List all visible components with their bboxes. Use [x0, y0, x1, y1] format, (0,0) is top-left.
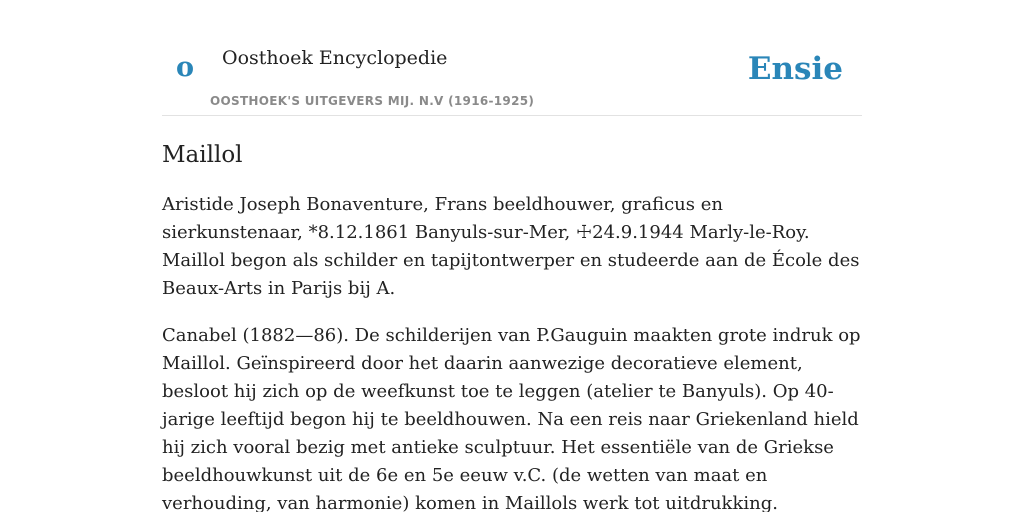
- entry-paragraph-2: Canabel (1882—86). De schilderijen van P.Gauguin maakten grote indruk op Maillol. Geïnspireerd door het daarin aanwezige decoratieve element, besloot hij zich op de weefkunst toe te leggen (atelier te Banyuls). Op 40-jarige leeftijd begon hij te beeldhouwen. Na een reis naar Griekenland hield hij zich vooral bezig met antieke sculptuur. Het essentiële van de Griekse beeldhouwkunst uit de 6e en 5e eeuw v.C. (de wetten van maat en verhouding, van harmonie) komen in Maillols werk tot uitdrukking.: [162, 324, 861, 512]
- ensie-brand-link[interactable]: Ensie: [747, 51, 843, 87]
- entry-body: [162, 191, 862, 512]
- page: [162, 0, 862, 512]
- entry-title: Maillol: [162, 142, 243, 168]
- site-header: [162, 44, 862, 116]
- site-logo[interactable]: o: [176, 52, 195, 83]
- publisher-subtitle: OOSTHOEK'S UITGEVERS MIJ. N.V (1916-1925): [210, 94, 535, 108]
- site-title-link[interactable]: Oosthoek Encyclopedie: [222, 47, 448, 69]
- entry-paragraph-1: Aristide Joseph Bonaventure, Frans beeldhouwer, graficus en sierkunstenaar, *8.12.1861 Banyuls-sur-Mer, ☩24.9.1944 Marly-le-Roy. Maillol begon als schilder en tapijtontwerper en studeerde aan de École des Beaux-Arts in Parijs bij A.: [162, 193, 860, 299]
